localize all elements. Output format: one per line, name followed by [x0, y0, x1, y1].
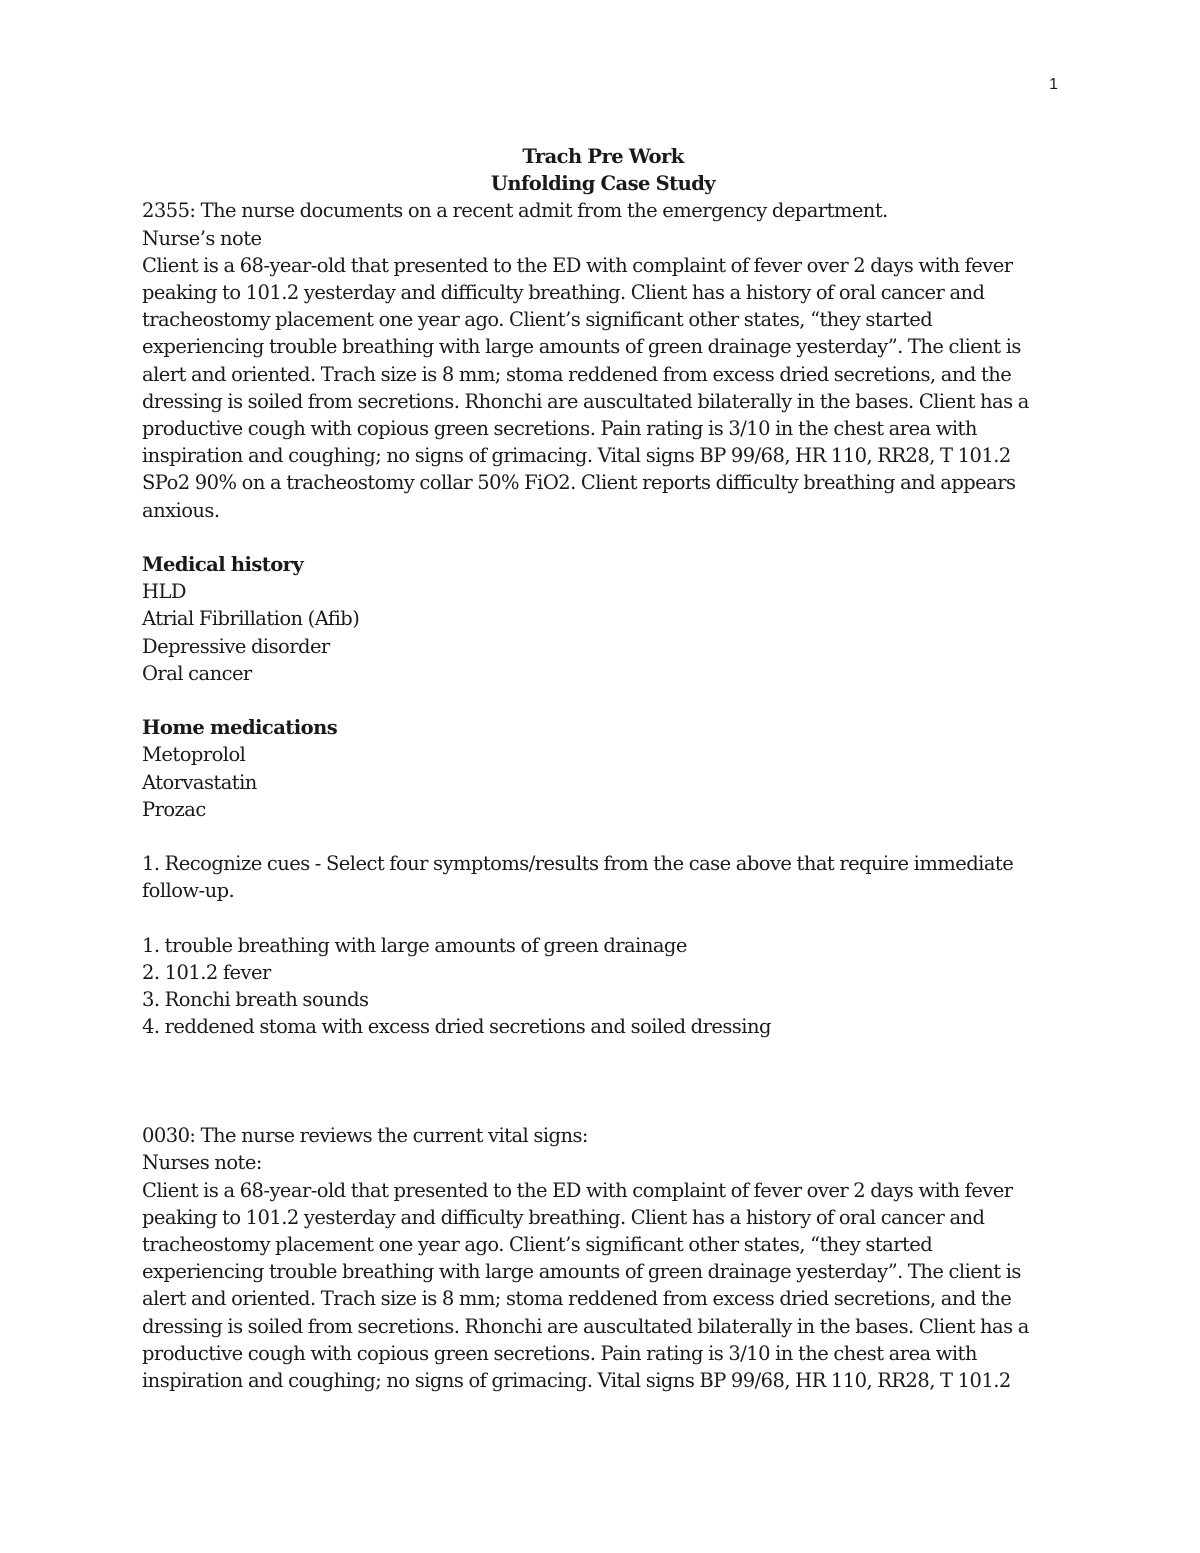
- medication-item: Prozac: [142, 797, 206, 821]
- section-2355: [142, 197, 1062, 523]
- note-line: SPo2 90% on a tracheostomy collar 50% FiO2. Client reports difficulty breathing and appears: [142, 471, 1016, 495]
- note-line: dressing is soiled from secretions. Rhonchi are auscultated bilaterally in the bases. Client has a: [142, 389, 1029, 413]
- spacer: [142, 1068, 1062, 1095]
- spacer: [142, 1041, 1062, 1068]
- note-line: tracheostomy placement one year ago. Client’s significant other states, “they started: [142, 308, 933, 332]
- section-0030: [142, 1122, 1062, 1394]
- spacer: [142, 905, 1062, 932]
- note-line: inspiration and coughing; no signs of grimacing. Vital signs BP 99/68, HR 110, RR28, T 101.2: [142, 444, 1011, 468]
- medical-history-section: [142, 551, 1062, 687]
- medical-history-heading: Medical history: [142, 553, 304, 577]
- answer-list: [142, 932, 1062, 1041]
- answer-item: 2. 101.2 fever: [142, 961, 271, 985]
- note-line: peaking to 101.2 yesterday and difficulty breathing. Client has a history of oral cancer and: [142, 281, 985, 305]
- document-body: [142, 143, 1062, 1394]
- note-line: peaking to 101.2 yesterday and difficulty breathing. Client has a history of oral cancer and: [142, 1205, 985, 1229]
- section-header: 0030: The nurse reviews the current vital signs:: [142, 1124, 588, 1148]
- question-text: follow-up.: [142, 879, 235, 903]
- note-line: productive cough with copious green secretions. Pain rating is 3/10 in the chest area with: [142, 417, 977, 441]
- note-line: inspiration and coughing; no signs of grimacing. Vital signs BP 99/68, HR 110, RR28, T 101.2: [142, 1369, 1011, 1393]
- note-line: alert and oriented. Trach size is 8 mm; stoma reddened from excess dried secretions, and the: [142, 362, 1012, 386]
- answer-item: 1. trouble breathing with large amounts of green drainage: [142, 933, 687, 957]
- section-header: 2355: The nurse documents on a recent admit from the emergency department.: [142, 199, 888, 223]
- spacer: [142, 524, 1062, 551]
- note-line: productive cough with copious green secretions. Pain rating is 3/10 in the chest area with: [142, 1341, 977, 1365]
- note-line: Client is a 68-year-old that presented to the ED with complaint of fever over 2 days with fever: [142, 253, 1013, 277]
- note-line: experiencing trouble breathing with large amounts of green drainage yesterday”. The client is: [142, 335, 1021, 359]
- page-number: 1: [1049, 76, 1058, 93]
- medication-item: Metoprolol: [142, 743, 246, 767]
- note-line: tracheostomy placement one year ago. Client’s significant other states, “they started: [142, 1233, 933, 1257]
- medical-history-item: Depressive disorder: [142, 634, 330, 658]
- medication-item: Atorvastatin: [142, 770, 257, 794]
- note-label: Nurse’s note: [142, 226, 262, 250]
- spacer: [142, 687, 1062, 714]
- note-line: dressing is soiled from secretions. Rhonchi are auscultated bilaterally in the bases. Client has a: [142, 1314, 1029, 1338]
- question-1: [142, 850, 1062, 904]
- note-label: Nurses note:: [142, 1151, 262, 1175]
- answer-item: 4. reddened stoma with excess dried secretions and soiled dressing: [142, 1015, 771, 1039]
- home-medications-heading: Home medications: [142, 716, 338, 740]
- question-text: 1. Recognize cues - Select four symptoms/results from the case above that require immediate: [142, 852, 1014, 876]
- medical-history-item: Atrial Fibrillation (Afib): [142, 607, 360, 631]
- medical-history-item: HLD: [142, 580, 186, 604]
- medical-history-item: Oral cancer: [142, 661, 252, 685]
- document-title: Trach Pre Work: [522, 145, 684, 168]
- document-subtitle: Unfolding Case Study: [490, 172, 716, 196]
- note-line: anxious.: [142, 498, 220, 522]
- note-line: Client is a 68-year-old that presented to the ED with complaint of fever over 2 days with fever: [142, 1178, 1013, 1202]
- answer-item: 3. Ronchi breath sounds: [142, 988, 369, 1012]
- note-line: alert and oriented. Trach size is 8 mm; stoma reddened from excess dried secretions, and the: [142, 1287, 1012, 1311]
- spacer: [142, 1095, 1062, 1122]
- home-medications-section: [142, 714, 1062, 823]
- spacer: [142, 823, 1062, 850]
- note-line: experiencing trouble breathing with large amounts of green drainage yesterday”. The client is: [142, 1260, 1021, 1284]
